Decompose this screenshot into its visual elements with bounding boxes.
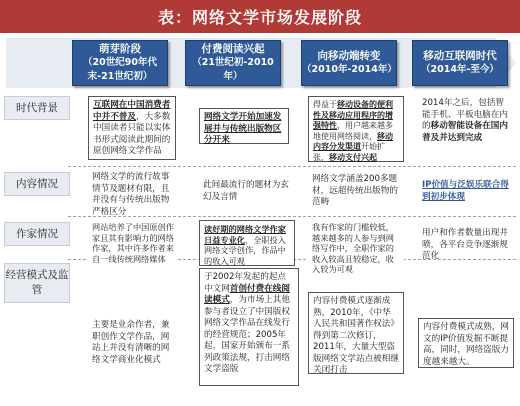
- stage-header-2: [185, 40, 281, 86]
- row-divider: [68, 166, 516, 167]
- cell-business-stage1: 主要是业余作者，兼职创作文学作品，网站上并没有清晰的网络文学商业化模式: [88, 318, 178, 364]
- stage-header-3: [301, 40, 397, 86]
- cell-background-stage2: 网络文学开始加速发展并与传统出版物区分开来: [199, 108, 289, 144]
- row-label-business: 经营模式及监管: [4, 263, 70, 303]
- cell-content-stage3: 网络文学涵盖200多题材，远超传统出版物的范畴: [308, 172, 402, 212]
- cell-business-stage4: 内容付费模式成熟，网文的IP价值发掘不断提高，同时，网络盗版力度越来越大。: [418, 318, 514, 368]
- row-divider: [68, 216, 516, 217]
- page-title: 表：网络文学市场发展阶段: [0, 0, 520, 33]
- cell-writers-stage2: 读好期的网络文学作家日益专业化，全职投入网络文学创作，作品中的收入可观: [199, 220, 295, 266]
- cell-content-stage2: 此间最流行的题材为玄幻及言情: [199, 178, 293, 208]
- stage-period: （20世纪90年代末-21世纪初）: [83, 57, 157, 82]
- cell-business-stage2: 于2002年发起的起点中文网首创付费在线阅读模式，为市场上其他参与者设立了中国版权网络文学作品在线发行的经营规范；2005年起，国家开始颁布一系列政策法规，打击网络文学盗版: [199, 268, 299, 386]
- cell-background-stage3: 得益于移动设备的便利性及移动应用程序的增强特性，用户越来越多地使用网络阅读，移动内容分发渠道开始扩张，移动支付兴起: [308, 96, 404, 162]
- row-label-writers: 作家情况: [4, 222, 70, 246]
- stage-period: （2014年-至今）: [421, 64, 499, 75]
- cell-writers-stage3: 我有作家的门槛较低，越来越多的人参与到网络写作中，全职作家的收入较高且较稳定，收入较为可观: [308, 220, 404, 266]
- cell-writers-stage4: 用户和作者数量出现井喷，各平台竞争逐渐规范化: [418, 226, 514, 256]
- stage-name: 萌芽阶段: [99, 43, 141, 55]
- stage-header-1: [72, 40, 168, 86]
- stage-header-4: [412, 40, 508, 86]
- cell-writers-stage1: 网站培养了中国原创作家且其有影响力的网络作家，其中许多作者来自一线传统网络媒体: [88, 220, 178, 266]
- stage-name: 付费阅读兴起: [201, 43, 265, 55]
- cell-business-stage3: 内容付费模式逐渐成熟，2010年，《中华人民共和国著作权法》得到第二次修订，2011年，大量大型盗版网络文学站点被相继关闭打击: [308, 292, 404, 374]
- cell-background-stage4: 2014年之后，包括智能手机、平板电脑在内的移动智能设备在国内普及并达到完成: [418, 96, 514, 158]
- stage-name: 移动互联网时代: [423, 50, 497, 62]
- stage-period: （21世纪初-2010年）: [192, 57, 274, 82]
- row-label-content: 内容情况: [4, 172, 70, 196]
- stage-name: 向移动端转变: [317, 50, 381, 62]
- stage-period: （2010年-2014年）: [302, 64, 397, 75]
- cell-content-stage4: IP价值与泛娱乐联合得到初步体现: [418, 178, 514, 208]
- cell-background-stage1: 互联网在中国消费者中并不普及，大多数中国读者只能以实体书形式阅读此期间的原创网络文学作品: [88, 96, 176, 160]
- row-label-background: 时代背景: [4, 96, 70, 120]
- cell-content-stage1: 网络文学的流行故事情节及题材有限，且并没有与传统出版物严格区分: [88, 170, 178, 214]
